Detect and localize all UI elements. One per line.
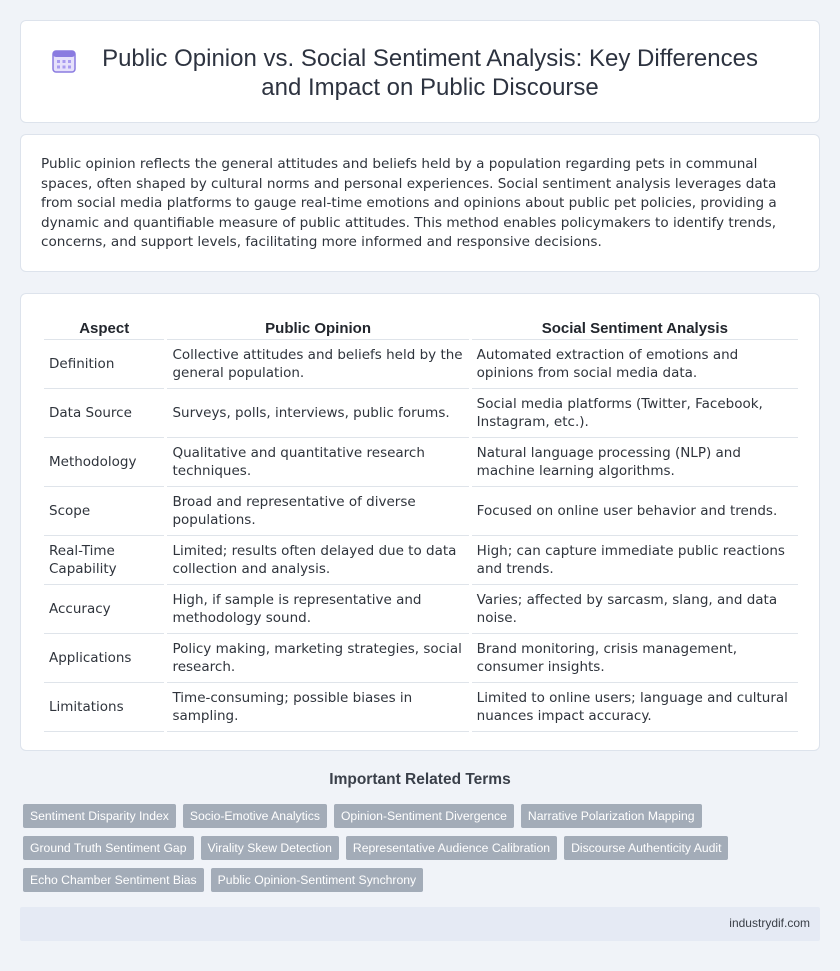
footer-bar	[20, 907, 820, 941]
related-term-tag[interactable]: Echo Chamber Sentiment Bias	[23, 868, 204, 892]
table-row	[44, 487, 798, 536]
row-social-sentiment: Varies; affected by sarcasm, slang, and data noise.	[472, 585, 798, 634]
row-aspect: Scope	[44, 487, 164, 536]
related-term-tag[interactable]: Discourse Authenticity Audit	[564, 836, 728, 860]
related-term-tag[interactable]: Narrative Polarization Mapping	[521, 804, 702, 828]
table-row	[44, 536, 798, 585]
header-public-opinion: Public Opinion	[167, 314, 468, 340]
intro-paragraph: Public opinion reflects the general attitudes and beliefs held by a population regarding pets in communal spaces, often shaped by cultural norms and personal experiences. Social sentiment analysis leverages data from social media platforms to gauge real-time emotions and opinions about public pet policies, providing a dynamic and quantifiable measure of public attitudes. This method enables policymakers to identify trends, concerns, and support levels, facilitating more informed and responsive decisions.	[41, 156, 777, 250]
table-row	[44, 340, 798, 389]
related-terms-title: Important Related Terms	[329, 771, 511, 788]
table-row	[44, 634, 798, 683]
intro-card	[20, 134, 820, 272]
row-aspect: Accuracy	[44, 585, 164, 634]
row-social-sentiment: Natural language processing (NLP) and machine learning algorithms.	[472, 438, 798, 487]
row-social-sentiment: Social media platforms (Twitter, Facebook, Instagram, etc.).	[472, 389, 798, 438]
header-aspect: Aspect	[44, 314, 164, 340]
header-social-sentiment: Social Sentiment Analysis	[472, 314, 798, 340]
related-term-tag[interactable]: Opinion-Sentiment Divergence	[334, 804, 514, 828]
row-public-opinion: Limited; results often delayed due to data collection and analysis.	[167, 536, 468, 585]
table-row	[44, 389, 798, 438]
row-aspect: Methodology	[44, 438, 164, 487]
row-social-sentiment: Limited to online users; language and cultural nuances impact accuracy.	[472, 683, 798, 732]
footer-site[interactable]: industrydif.com	[729, 916, 810, 930]
table-row	[44, 683, 798, 732]
row-aspect: Limitations	[44, 683, 164, 732]
table-header-row	[44, 314, 798, 340]
related-term-tag[interactable]: Representative Audience Calibration	[346, 836, 557, 860]
row-public-opinion: Surveys, polls, interviews, public forums.	[167, 389, 468, 438]
row-social-sentiment: Focused on online user behavior and trends.	[472, 487, 798, 536]
table-row	[44, 438, 798, 487]
row-public-opinion: High, if sample is representative and methodology sound.	[167, 585, 468, 634]
table-row	[44, 585, 798, 634]
row-aspect: Applications	[44, 634, 164, 683]
row-public-opinion: Qualitative and quantitative research techniques.	[167, 438, 468, 487]
row-social-sentiment: Brand monitoring, crisis management, consumer insights.	[472, 634, 798, 683]
title-card	[20, 20, 820, 123]
row-public-opinion: Policy making, marketing strategies, social research.	[167, 634, 468, 683]
row-social-sentiment: Automated extraction of emotions and opinions from social media data.	[472, 340, 798, 389]
related-terms-list	[23, 804, 803, 892]
row-public-opinion: Time-consuming; possible biases in sampling.	[167, 683, 468, 732]
comparison-card	[20, 293, 820, 751]
row-social-sentiment: High; can capture immediate public reactions and trends.	[472, 536, 798, 585]
related-term-tag[interactable]: Sentiment Disparity Index	[23, 804, 176, 828]
row-public-opinion: Broad and representative of diverse populations.	[167, 487, 468, 536]
row-public-opinion: Collective attitudes and beliefs held by the general population.	[167, 340, 468, 389]
comparison-table	[41, 314, 801, 732]
related-term-tag[interactable]: Ground Truth Sentiment Gap	[23, 836, 194, 860]
related-term-tag[interactable]: Socio-Emotive Analytics	[183, 804, 327, 828]
related-term-tag[interactable]: Virality Skew Detection	[201, 836, 339, 860]
row-aspect: Real-Time Capability	[44, 536, 164, 585]
related-term-tag[interactable]: Public Opinion-Sentiment Synchrony	[211, 868, 424, 892]
row-aspect: Definition	[44, 340, 164, 389]
page-title: Public Opinion vs. Social Sentiment Analysis: Key Differences and Impact on Public Discourse	[102, 45, 758, 101]
row-aspect: Data Source	[44, 389, 164, 438]
